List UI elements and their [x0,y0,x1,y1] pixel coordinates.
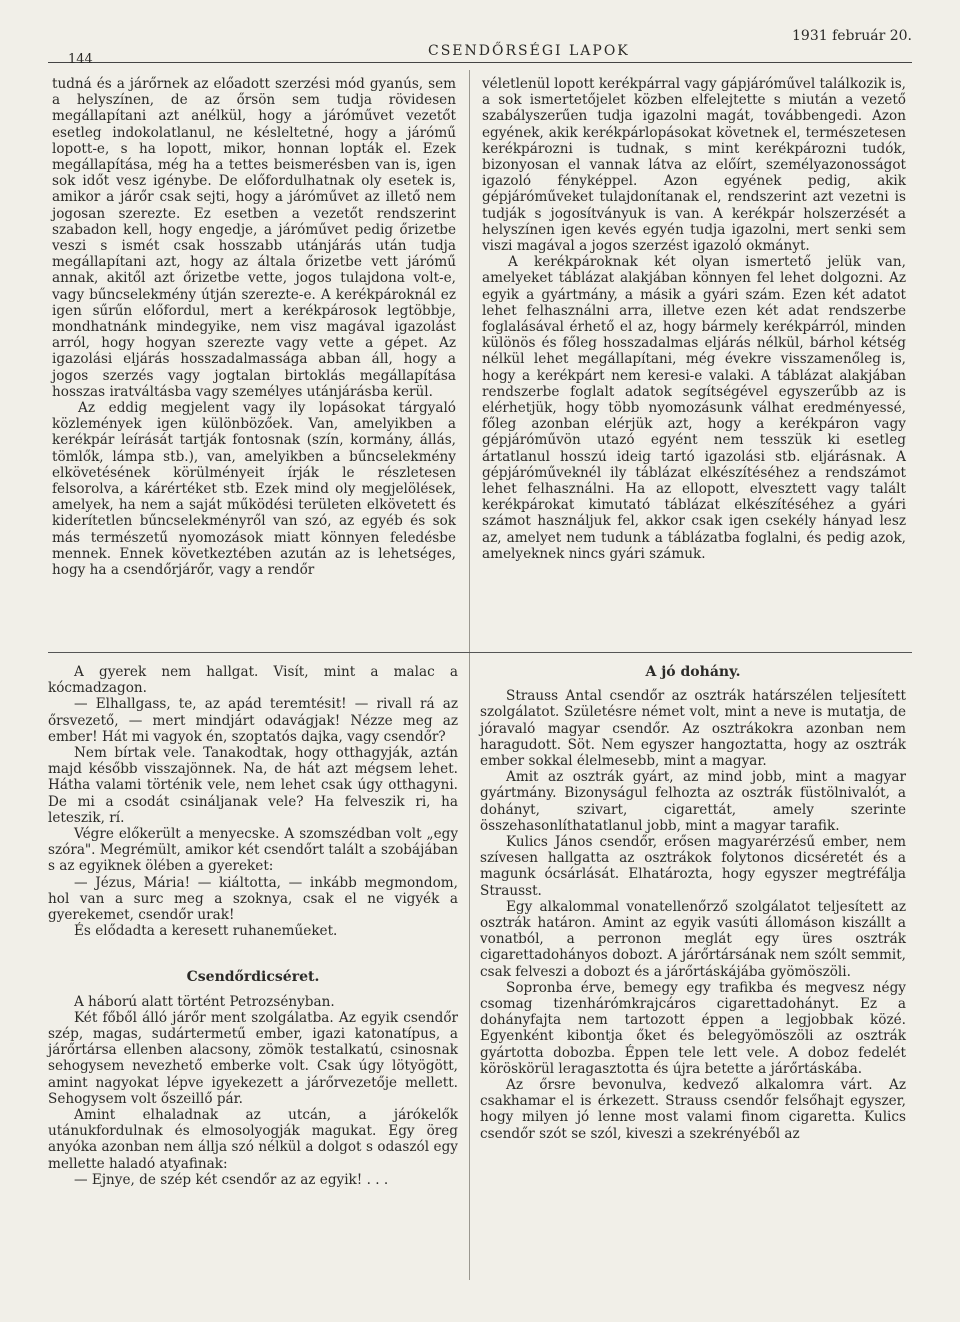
story-paragraph: Nem bírtak vele. Tanakodtak, hogy otthagyják, aztán majd később visszajönnek. Na, de hát azt mégsem lehet. Hátha valami történik vele, nem lehet csak úgy otthagyni. De mi a csodát csináljanak vele? Ha felveszik ri, ha leteszik, rí. [48,745,458,826]
story-paragraph: — Jézus, Mária! — kiáltotta, — inkább megmondom, hol van a surc meg a szoknya, csak el ne vigyék a gyerekemet, csendőr urak! [48,874,458,924]
anecdotes-left-column [48,664,458,1188]
section-heading: Csendőrdicséret. [186,969,320,986]
story-paragraph: Két főből álló járőr ment szolgálatba. Az egyik csendőr szép, magas, sudártermetű ember, igazi katonatípus, a járőrtársa ellenben alacsony, zömök testalkatú, csinosnak sehogysem nevezhető emberke volt. Csak úgy lötyögött, amint nagyokat lépve igyekezett a járőrvezetője mellett. Sehogysem volt őszeillő pár. [48,1009,458,1107]
story-paragraph: A gyerek nem hallgat. Visít, mint a malac a kócmadzagon. [48,664,458,697]
story-paragraph: A háború alatt történt Petrozsényban. [74,993,335,1010]
story-paragraph: Kulics János csendőr, erősen magyarérzésű ember, nem szívesen hallgatta az osztrákok folytonos dicséretét és a magunk ócsárlását. Elhatározta, hogy egyszer megtréfálja Strausst. [480,834,906,899]
story-paragraph: És elődadta a keresett ruhaneműeket. [74,923,338,940]
story-paragraph: Végre előkerült a menyecske. A szomszédban volt „egy szóra". Megrémült, amikor két csendőrt talált a szobájában s az egyiknek ölében a gyereket: [48,826,458,875]
anecdotes-right-column [480,664,906,1142]
story-paragraph: Egy alkalommal vonatellenőrző szolgálatot teljesített az osztrák határon. Amint az egyik vasúti állomáson kiszállt a vonatból, a perronon meglát egy üres osztrák cigarettadohányos dobozt. A járőrtársának nem szólt semmit, csak felveszi a dobozt és a járőrtáskájába gyömöszöli. [480,898,906,980]
story-paragraph: Az őrsre bevonulva, kedvező alkalomra várt. Az csakhamar el is érkezett. Strauss csendőr felsőhajt egyszer, hogy milyen jó lenne most valami finom cigaretta. Kulics csendőr szót se szól, kiveszi a szekrényéből az [480,1077,906,1142]
column-divider [469,70,470,1280]
story-paragraph: Amit az osztrák gyárt, az mind jobb, mint a magyar gyártmány. Bizonyságul felhozta az osztrák füstölnivalót, a dohányt, szivart, cigarettát, amely szerinte összehasonlíthatatlanul jobb, mint a magyar tarafik. [480,769,906,834]
page-number: 144 [68,52,93,67]
section-heading: A jó dohány. [645,664,741,680]
article-paragraph: véletlenül lopott kerékpárral vagy gápjáróművel találkozik is, a sok ismertetőjelet közben elfelejtette s miután a vezető szabályszerűen tudja igazolni magát, továbbengedi. Azon egyének, akik kerékpárlopásokat követnek el, természetesen kerékpározni is tudnak, s mint kerékpározni tudók, bizonyosan el vannak látva az előírt, személyazonosságot igazoló fényképpel. Azon egyének pedig, akik gépjáróműveket tulajdonítanak el, rendszerint azt vezetni is tudják s jogosítványuk is van. A kerékpár holszerzését a helyszínen igen kevés egyén tudja igazolni, mert senki sem viszi magával a jogos szerzést igazoló okmányt. [482,76,906,255]
page-header [48,22,912,67]
story-paragraph: — Ejnye, de szép két csendőr az az egyik! . . . [74,1171,389,1188]
article-paragraph: tudná és a járőrnek az előadott szerzési mód gyanús, sem a helyszínen, de az őrsön sem tudja rövidesen megállapítani azt anélkül, hogy a járóművet vezetőt esetleg indokolatlanul, ne késleltetné, hogy a járómű lopott-e, s ha lopott, mikor, honnan lopták el. Ezek megállapítása, még ha a tettes beismerésben van is, igen sok időt vesz igénybe. De előfordulhatnak oly esetek is, amikor a járőr csak sejti, hogy a járóművet az illető nem jogosan szerezte. Ez esetben a vezetőt rendszerint szabadon kell, hogy engedje, a járóművet pedig őrizetbe veszi s ismét csak hosszabb utánjárás után tudja megállapítani azt, hogy az általa őrizetbe vett járómű annak, akitől azt őrizetbe vette, jogos tulajdona volt-e, vagy bűncselekmény útján szerezte-e. A kerékpároknál ez igen sűrűn előfordul, mert a kerékpárosok legtöbbje, mondhatnánk mindegyike, nem visz magával igazolást arról, hogy hogyan szerezte vagy vette a gépet. Az igazolási eljárás hosszadalmassága abban áll, hogy a jogos szerzés vagy jogtalan birtoklás megállapítása hosszas iratváltásba vagy személyes utánjárásba kerül. [52,76,456,400]
section-divider [48,652,912,653]
article-continuation-left [52,76,456,578]
article-continuation-right [482,76,906,562]
story-paragraph: Amint elhaladnak az utcán, a járókelők utánukfordulnak és elmosolyogják magukat. Egy öreg anyóka azonban nem állja szó nélkül a dolgot s odaszól egy mellette haladó atyafinak: [48,1107,458,1172]
article-paragraph: Az eddig megjelent vagy ily lopásokat tárgyaló közlemények igen különbözőek. Van, amelyikben a kerékpár leírását tartják fontosnak (szín, kormány, állás, tömlők, lámpa stb.), van, amelyikben a bűncselekmény elkövetésének körülményeit írják le részletesen felsorolva, a kárértéket stb. Ezek mind oly megjelölések, amelyek, ha nem a saját működési területen elkövetett és kiderítetlen bűncselekményről van szó, az egyéb és sok más természetű nyomozások miatt könnyen feledésbe mennek. Ennek következtében azután az is lehetséges, hogy ha a csendőrjárőr, vagy a rendőr [52,400,456,579]
article-paragraph: A kerékpároknak két olyan ismertető jelük van, amelyeket táblázat alakjában könnyen fel lehet dolgozni. Az egyik a gyártmány, a másik a gyári szám. Ezen két adatot lehet felhasználni arra, illetve ezen két adat rendszerbe foglalásával érhető el az, hogy bármely kerékpárról, minden különös és főleg hosszadalmas eljárás nélkül, bárhol kétség nélkül lehet megállapítani, még évekre visszamenőleg is, hogy a kerékpárt nem keresi-e valaki. A táblázat alakjában rendszerbe foglalt adatok segítségével egyszerűbb az is elérhetjük, hogy több nyomozásunk válhat eredményessé, főleg azonban elérjük azt, hogy a kerékpáron vagy gépjáróművön utazó egyént nem tesszük ki esetleg ártatlanul hosszú ideig tartó igazolási stb. eljárásnak. A gépjáróműveknél ily táblázat elkészítéséhez a rendszámot lehet felhasználni. Ha az ellopott, elvesztett vagy talált kerékpárokat kimutató táblázat elkészítéséhez a gyári számot használjuk fel, akkor csak igen csekély hányad lesz az, amelyet nem tudunk a táblázatba foglalni, és pedig azok, amelyeknek nincs gyári számuk. [482,254,906,562]
journal-title: CSENDŐRSÉGI LAPOK [428,43,630,59]
story-paragraph: — Elhallgass, te, az apád teremtésit! — rivall rá az őrsvezető, — mert mindjárt odavágjak! Nézze meg az ember! Hát mi vagyok én, szoptatós dajka, vagy csendőr? [48,696,458,745]
story-paragraph: Sopronba érve, bemegy egy trafikba és megvesz négy csomag tizenhárómkrajcáros cigarettadohányt. Ez a dohányfajta nem tartozott éppen a legjobbak közé. Egyenként kibontja őket és belegyömöszöli az osztrák gyártotta dobozba. Éppen tele lett vele. A doboz fedelét köröskörül leragasztotta és újra betette a járőrtáskába. [480,979,906,1077]
story-paragraph: Strauss Antal csendőr az osztrák határszélen teljesített szolgálatot. Születésre német volt, mint a neve is mutatja, de jóravaló magyar csendőr. Az osztrákokra azonban nem haragudott. Söt. Nem egyszer hangoztatta, hogy az osztrák ember sokkal élelmesebb, mint a magyar. [480,688,906,770]
issue-date: 1931 február 20. [792,28,912,44]
